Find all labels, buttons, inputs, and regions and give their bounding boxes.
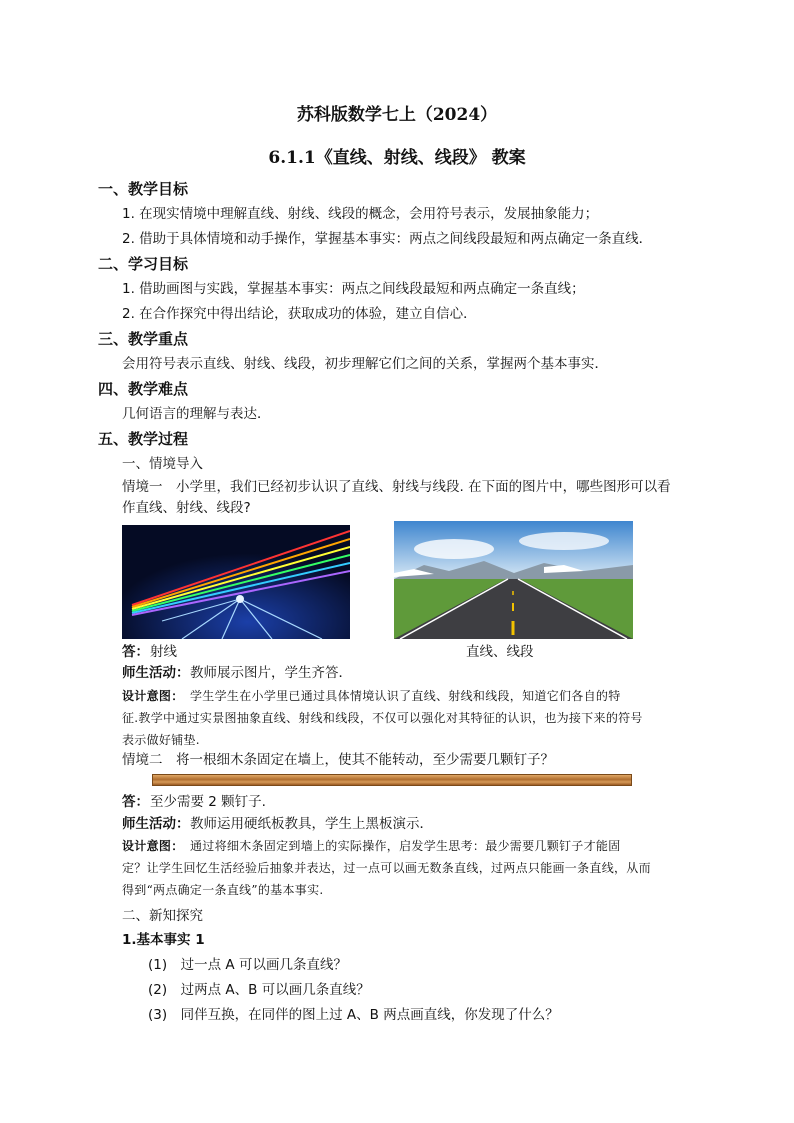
design1-line3: 表示做好铺垫. [122, 733, 200, 747]
document-title: 苏科版数学七上（2024） [296, 105, 498, 125]
design1-label: 设计意图： [122, 689, 184, 703]
scene1-line2: 作直线、射线、线段? [122, 500, 251, 516]
teaching-goal-2: 2. 借助于具体情境和动手操作，掌握基本事实：两点之间线段最短和两点确定一条直线． [122, 231, 653, 247]
answer2-text: 至少需要 2 颗钉子. [150, 794, 266, 810]
answer1-rays: 射线 [150, 644, 177, 660]
design2-line2: 定？让学生回忆生活经验后抽象并表达，过一点可以画无数条直线，过两点只能画一条直线，从而 [122, 861, 651, 875]
laser-rays-image [122, 525, 350, 639]
activity1-label: 师生活动： [122, 665, 190, 681]
part-new-knowledge: 二、新知探究 [122, 908, 203, 924]
heading-difficulties: 四、教学难点 [98, 380, 189, 398]
answer1-label: 答： [122, 644, 149, 660]
heading-learning-goals: 二、学习目标 [98, 255, 189, 273]
activity1-text: 教师展示图片，学生齐答． [190, 665, 352, 681]
lesson-title: 6.1.1《直线、射线、线段》 教案 [268, 148, 526, 168]
heading-teaching-goals: 一、教学目标 [98, 180, 189, 198]
activity2-label: 师生活动： [122, 816, 190, 832]
teaching-goal-1: 1. 在现实情境中理解直线、射线、线段的概念，会用符号表示，发展抽象能力； [122, 206, 599, 222]
learning-goal-1: 1. 借助画图与实践，掌握基本事实：两点之间线段最短和两点确定一条直线； [122, 281, 585, 297]
answer1-lines: 直线、线段 [466, 644, 534, 660]
key-points-text: 会用符号表示直线、射线、线段，初步理解它们之间的关系，掌握两个基本事实． [122, 356, 608, 372]
answer2-label: 答： [122, 794, 149, 810]
activity2-text: 教师运用硬纸板教具，学生上黑板演示． [190, 816, 433, 832]
design2-label: 设计意图： [122, 839, 184, 853]
road-image [394, 521, 633, 639]
design1-line1: 学生学生在小学里已通过具体情境认识了直线、射线和线段，知道它们各自的特 [190, 689, 621, 703]
wooden-strip-image [152, 774, 632, 786]
difficulties-text: 几何语言的理解与表达． [122, 406, 271, 422]
question-1: (1) 过一点 A 可以画几条直线？ [148, 957, 347, 973]
heading-key-points: 三、教学重点 [98, 330, 189, 348]
learning-goal-2: 2. 在合作探究中得出结论，获取成功的体验，建立自信心． [122, 306, 477, 322]
scene1-line1: 情境一 小学里，我们已经初步认识了直线、射线与线段. 在下面的图片中，哪些图形可以看 [122, 479, 671, 495]
question-3: (3) 同伴互换，在同伴的图上过 A、B 两点画直线，你发现了什么？ [148, 1007, 559, 1023]
basic-fact-1-heading: 1.基本事实 1 [122, 932, 205, 948]
design2-line1: 通过将细木条固定到墙上的实际操作，启发学生思考：最少需要几颗钉子才能固 [190, 839, 621, 853]
heading-process: 五、教学过程 [98, 430, 189, 448]
question-2: (2) 过两点 A、B 可以画几条直线？ [148, 982, 370, 998]
scene2-text: 情境二 将一根细木条固定在墙上，使其不能转动，至少需要几颗钉子？ [122, 752, 554, 768]
design1-line2: 征.教学中通过实景图抽象直线、射线和线段，不仅可以强化对其特征的认识，也为接下来的符号 [122, 711, 643, 725]
design2-line3: 得到“两点确定一条直线”的基本事实. [122, 883, 324, 897]
part-situation-intro: 一、情境导入 [122, 456, 203, 472]
